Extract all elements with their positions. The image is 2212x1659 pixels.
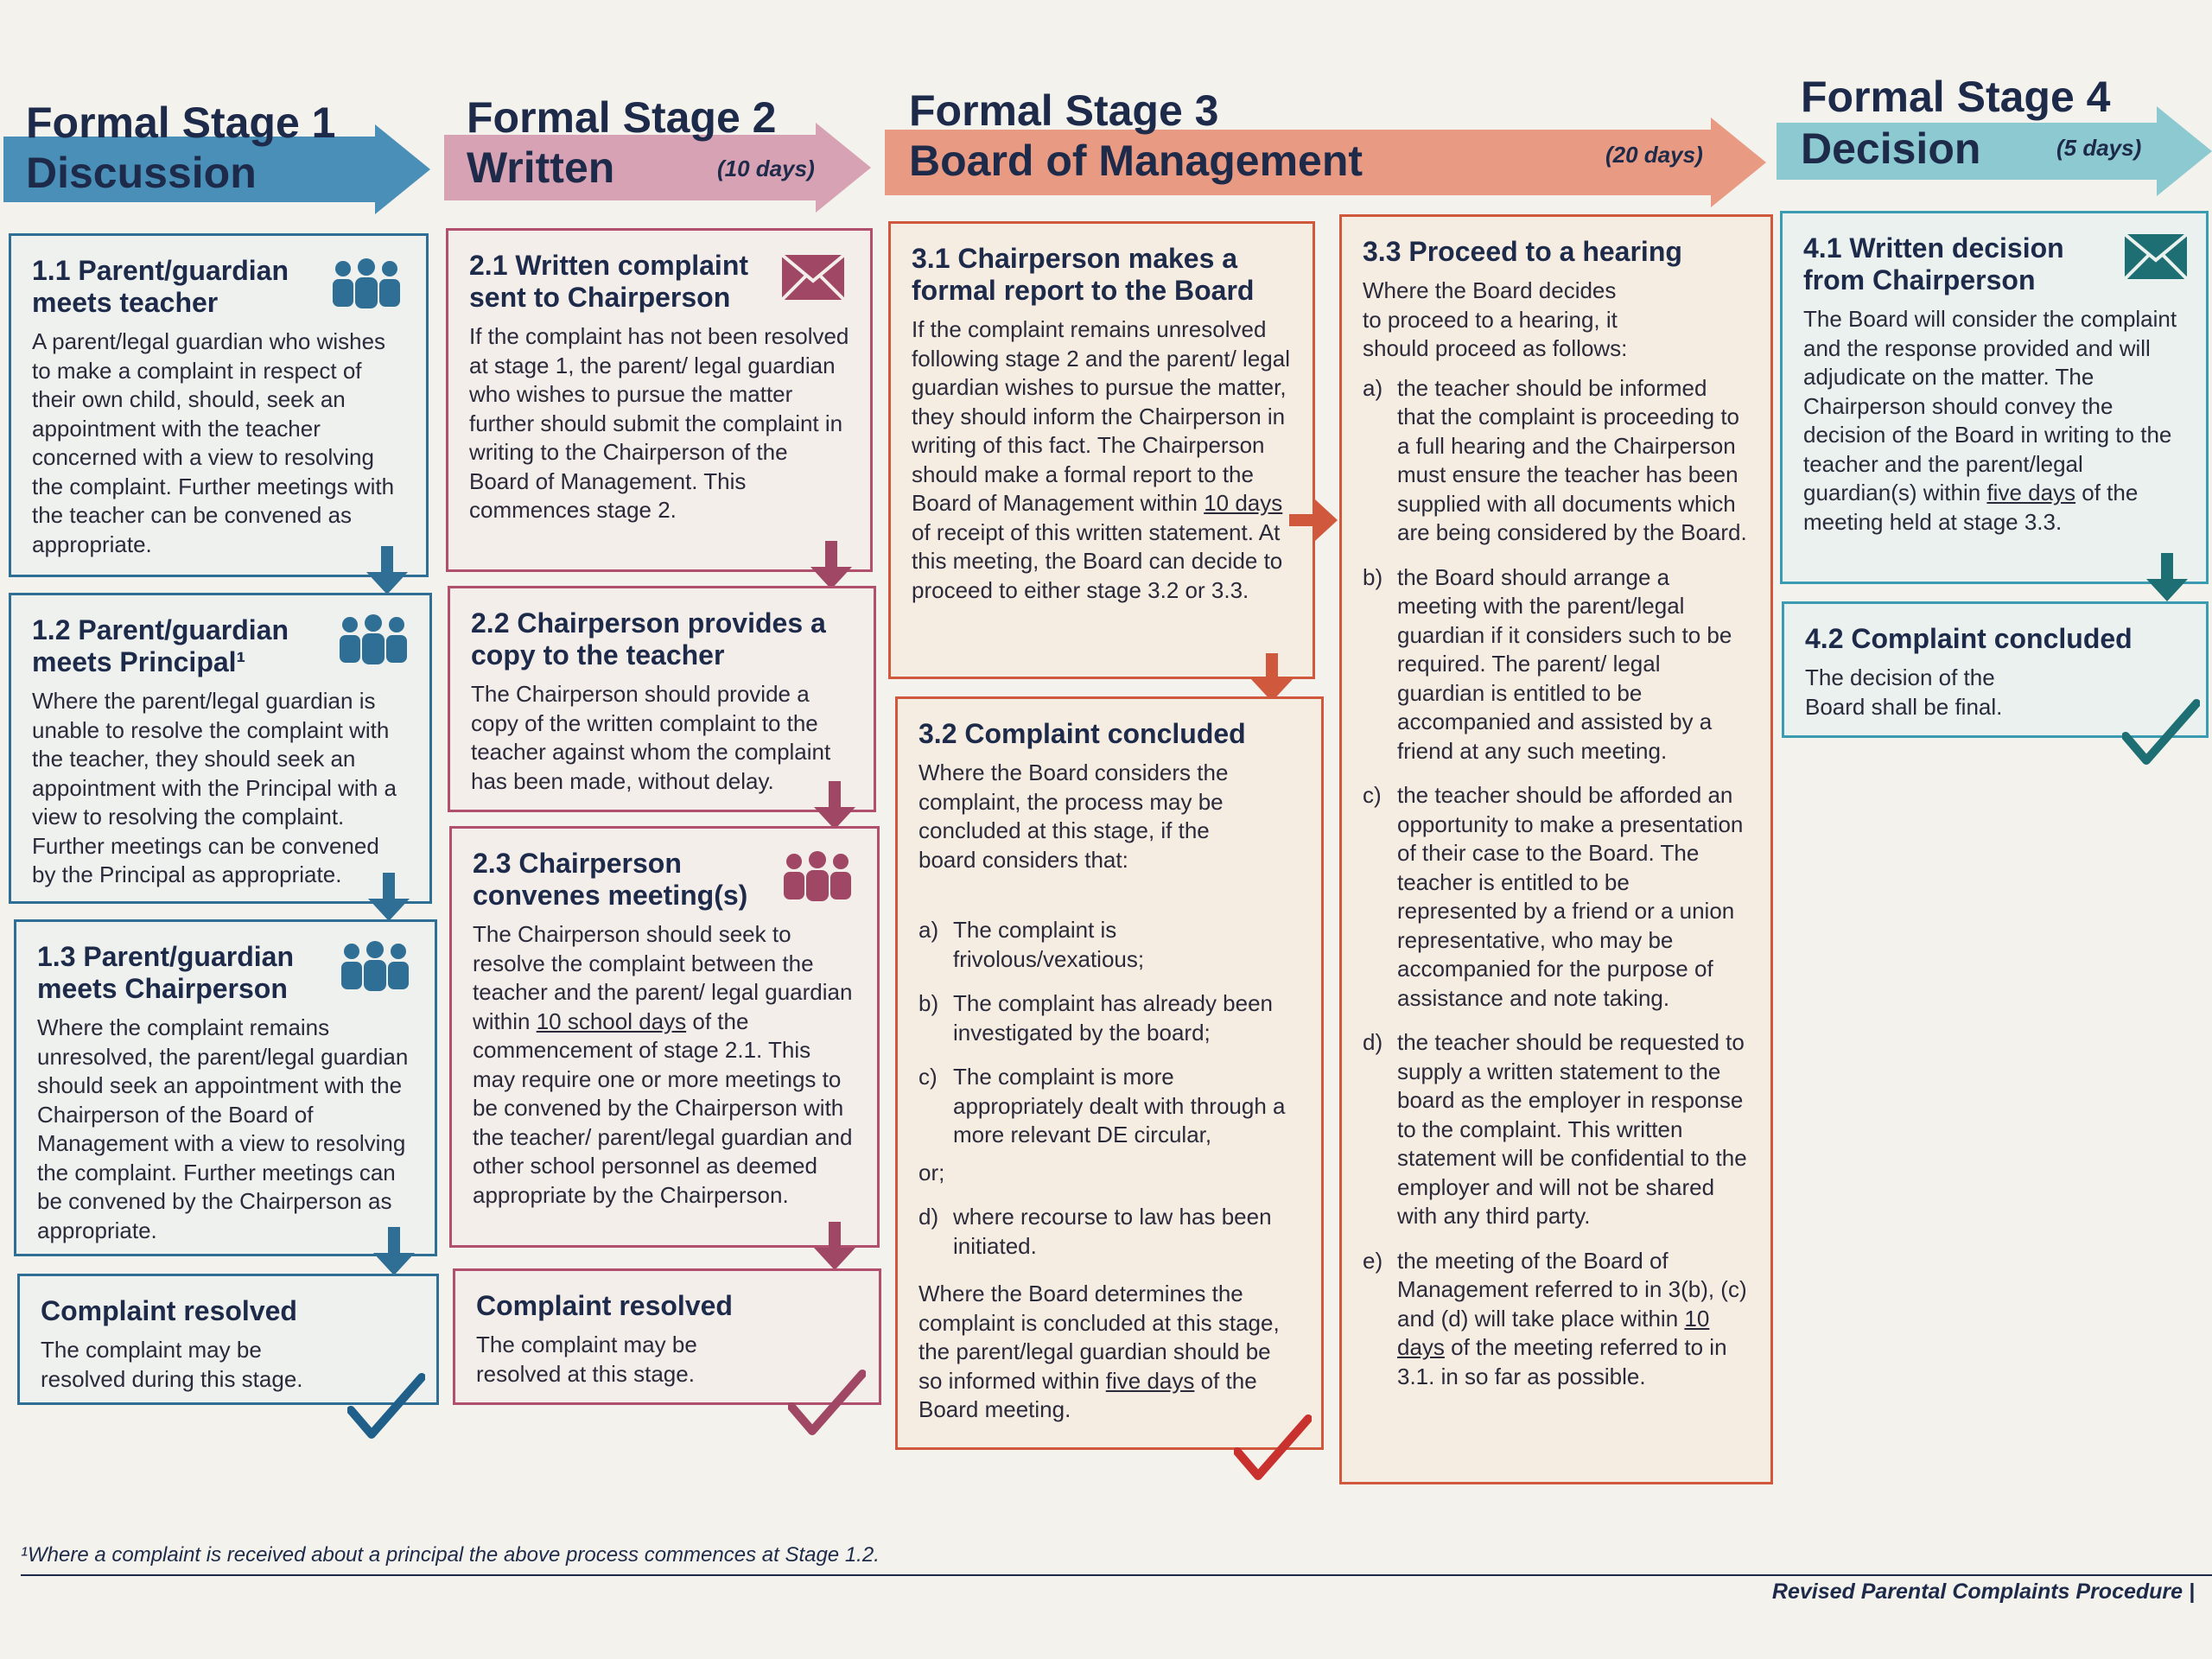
down-arrow-icon <box>812 1222 857 1272</box>
people-icon <box>338 941 412 993</box>
footer-title: Revised Parental Complaints Procedure | <box>1771 1580 2195 1604</box>
check-icon <box>2122 698 2200 767</box>
box-1-1-title: 1.1 Parent/guardian meets teacher <box>32 255 289 318</box>
list-item <box>1363 374 1750 548</box>
stage2-days: (10 days) <box>717 156 815 181</box>
or-text: or; <box>918 1159 945 1185</box>
stage1-title: Formal Stage 1 <box>26 99 336 147</box>
list-item-text-pre: the meeting of the Board of Management referred to in 3(b), (c) and (d) will take place within <box>1397 1247 1747 1332</box>
list-item-deadline: 10 days <box>1397 1305 1710 1360</box>
list-item <box>918 1203 1300 1261</box>
list-item-label: a) <box>918 917 939 943</box>
box-2-3-body-deadline: 10 school days <box>536 1007 687 1034</box>
list-item-label: a) <box>1363 374 1383 401</box>
list-item <box>1363 1028 1750 1231</box>
box-2-2-body: The Chairperson should provide a copy of the written complaint to the teacher against whom the complaint has been made, without delay. <box>471 681 831 794</box>
down-arrow-icon <box>2145 553 2190 603</box>
box-3-2-outro-pre: Where the Board determines the complaint is concluded at this stage, the parent/legal guardian should be so informed within <box>918 1281 1280 1394</box>
box-3-1-title: 3.1 Chairperson makes a formal report to the Board <box>912 243 1255 306</box>
people-icon <box>329 258 404 310</box>
list-item-label: d) <box>1363 1029 1383 1055</box>
down-arrow-icon <box>366 873 411 923</box>
down-arrow-icon <box>812 781 857 831</box>
list-item-label: d) <box>918 1204 939 1230</box>
box-4-1-body <box>1803 305 2185 537</box>
list-item <box>918 989 1300 1047</box>
footnote: ¹Where a complaint is received about a principal the above process commences at Stage 1.2. <box>21 1543 880 1567</box>
box-1-1-body: A parent/legal guardian who wishes to make a complaint in respect of their own child, should, seek an appointment with the teacher concerned with a view to resolving the complaint. Further meetings with the teacher can be convened as appropriate. <box>32 328 395 557</box>
box-3-2-outro-deadline: five days <box>1105 1367 1195 1394</box>
box-1-2 <box>9 593 432 904</box>
list-item-text: where recourse to law has been initiated. <box>953 1204 1272 1259</box>
right-arrow-icon <box>1289 498 1339 543</box>
down-arrow-icon <box>365 546 410 596</box>
box-2-3-body-pre: The Chairperson should seek to resolve the complaint between the teacher and the parent/ legal guardian within <box>473 921 853 1034</box>
box-3-1-body-post: of receipt of this written statement. At this meeting, the Board can decide to proceed to either stage 3.2 or 3.3. <box>912 518 1283 603</box>
box-3-1 <box>888 221 1315 679</box>
stage1-subtitle: Discussion <box>26 149 257 197</box>
box-4-1-body-pre: The Board will consider the complaint and the response provided and will adjudicate on the matter. The Chairperson should convey the decision of the Board in writing to the teacher and the parent/legal guardian(s) within <box>1803 306 2177 505</box>
box-1-resolved-body: The complaint may be resolved during this stage. <box>41 1337 303 1392</box>
box-3-1-body-deadline: 10 days <box>1204 490 1283 516</box>
down-arrow-icon <box>809 541 854 591</box>
list-item-label: b) <box>1363 563 1383 590</box>
list-item-label: e) <box>1363 1247 1383 1274</box>
box-1-3-body: Where the complaint remains unresolved, the parent/legal guardian should seek an appointment with the Chairperson of the Board of Management with a view to resolving the complaint. Further meetings can be convened by the Chairperson as appropriate. <box>37 1014 409 1243</box>
box-2-1-body: If the complaint has not been resolved at stage 1, the parent/ legal guardian who wishes to pursue the matter further should submit the complaint in writing to the Chairperson of the Board of Management. This commences stage 2. <box>469 323 849 523</box>
box-1-2-body: Where the parent/legal guardian is unable to resolve the complaint with the teacher, they should seek an appointment with the Principal with a view to resolving the complaint. Further meetings can be convened by the Principal as appropriate. <box>32 688 397 887</box>
list-item <box>918 916 1300 974</box>
box-3-3-title: 3.3 Proceed to a hearing <box>1363 236 1682 267</box>
box-2-2-title: 2.2 Chairperson provides a copy to the teacher <box>471 607 826 671</box>
box-3-2-list <box>918 916 1300 1150</box>
box-3-3-intro: Where the Board decides to proceed to a hearing, it should proceed as follows: <box>1363 277 1628 361</box>
list-item-text: The complaint is frivolous/vexatious; <box>953 917 1145 972</box>
box-3-2-outro-post: of the Board meeting. <box>918 1367 1257 1422</box>
box-3-2-outro <box>918 1280 1300 1425</box>
list-item-label: c) <box>1363 782 1382 808</box>
box-2-1 <box>446 228 873 572</box>
box-2-3-title: 2.3 Chairperson convenes meeting(s) <box>473 848 748 911</box>
envelope-icon <box>780 253 846 302</box>
check-icon <box>347 1372 425 1441</box>
people-icon <box>336 614 410 666</box>
people-icon <box>780 851 855 903</box>
footer-divider <box>21 1574 2212 1576</box>
box-3-2 <box>895 696 1324 1450</box>
list-item-text: the teacher should be informed that the complaint is proceeding to a full hearing and the Chairperson must ensure the teacher has been supplied with all documents which are being considered by the Board. <box>1397 374 1747 545</box>
list-item-text-post: of the meeting referred to in 3.1. in so far as possible. <box>1397 1334 1727 1389</box>
stage4-subtitle: Decision <box>1801 124 1981 173</box>
list-item-text: the teacher should be requested to supply a written statement to the board as the employer in response to the complaint. This written statement will be confidential to the employer and will not be shared with any third party. <box>1397 1029 1747 1229</box>
box-2-1-title: 2.1 Written complaint sent to Chairperson <box>469 250 749 313</box>
box-2-resolved-body: The complaint may be resolved at this stage. <box>476 1332 697 1387</box>
box-4-2-body: The decision of the Board shall be final. <box>1805 664 2003 720</box>
list-item-text: the Board should arrange a meeting with the parent/legal guardian if it considers such to be required. The parent/ legal guardian is entitled to be accompanied and assisted by a friend at any such meeting. <box>1397 563 1732 764</box>
down-arrow-icon <box>372 1227 416 1277</box>
stage4-title: Formal Stage 4 <box>1801 73 2111 121</box>
box-4-1 <box>1780 211 2209 584</box>
list-item <box>918 1063 1300 1150</box>
list-item <box>1363 1247 1750 1392</box>
box-3-2-intro: Where the Board considers the complaint, the process may be concluded at this stage, if the board considers that: <box>918 760 1229 873</box>
stage3-subtitle: Board of Management <box>909 137 1363 185</box>
box-2-3-body <box>473 920 856 1210</box>
box-4-1-title: 4.1 Written decision from Chairperson <box>1803 232 2064 296</box>
list-item-text: The complaint is more appropriately dealt with through a more relevant DE circular, <box>953 1064 1286 1147</box>
box-3-2-list-2 <box>918 1203 1300 1261</box>
box-3-1-body <box>912 315 1292 605</box>
box-1-3-title: 1.3 Parent/guardian meets Chairperson <box>37 941 294 1004</box>
stage3-days: (20 days) <box>1605 142 1703 168</box>
stage4-days: (5 days) <box>2056 135 2142 161</box>
check-icon <box>788 1369 866 1438</box>
box-3-3 <box>1339 214 1773 1484</box>
box-2-2 <box>448 586 876 812</box>
box-2-3-body-post: of the commencement of stage 2.1. This may require one or more meetings to be convened by the Chairperson with the teacher/ parent/legal guardian and other school personnel as deemed appropriate by the Chairperson. <box>473 1007 853 1208</box>
list-item <box>1363 781 1750 1013</box>
list-item-text: the teacher should be afforded an opportunity to make a presentation of their case to the Board. The teacher is entitled to be represented by a friend or a union representative, who may be accompanied for the purpose of assistance and note taking. <box>1397 782 1744 1011</box>
box-1-resolved-title: Complaint resolved <box>41 1295 297 1326</box>
box-4-2-title: 4.2 Complaint concluded <box>1805 623 2133 654</box>
envelope-icon <box>2123 232 2189 281</box>
box-4-1-body-post: of the meeting held at stage 3.3. <box>1803 480 2139 535</box>
box-2-resolved-title: Complaint resolved <box>476 1290 733 1321</box>
box-3-2-title: 3.2 Complaint concluded <box>918 718 1246 749</box>
box-4-1-body-deadline: five days <box>1986 480 2076 505</box>
box-1-2-title: 1.2 Parent/guardian meets Principal¹ <box>32 614 289 677</box>
list-item-label: c) <box>918 1064 938 1090</box>
list-item-label: b) <box>918 990 939 1016</box>
stage3-title: Formal Stage 3 <box>909 86 1219 135</box>
box-3-1-body-pre: If the complaint remains unresolved following stage 2 and the parent/ legal guardian wishes to pursue the matter, they should inform the Chairperson in writing of this fact. The Chairperson should make a formal report to the Board of Management within <box>912 316 1290 516</box>
list-item-text: The complaint has already been investigated by the board; <box>953 990 1274 1046</box>
box-3-3-list <box>1363 374 1750 1392</box>
stage2-subtitle: Written <box>467 143 615 192</box>
box-1-1 <box>9 233 429 577</box>
list-item <box>1363 563 1750 766</box>
stage2-title: Formal Stage 2 <box>467 93 777 142</box>
box-1-3 <box>14 919 437 1256</box>
check-icon <box>1234 1414 1312 1483</box>
box-2-3 <box>449 826 880 1248</box>
